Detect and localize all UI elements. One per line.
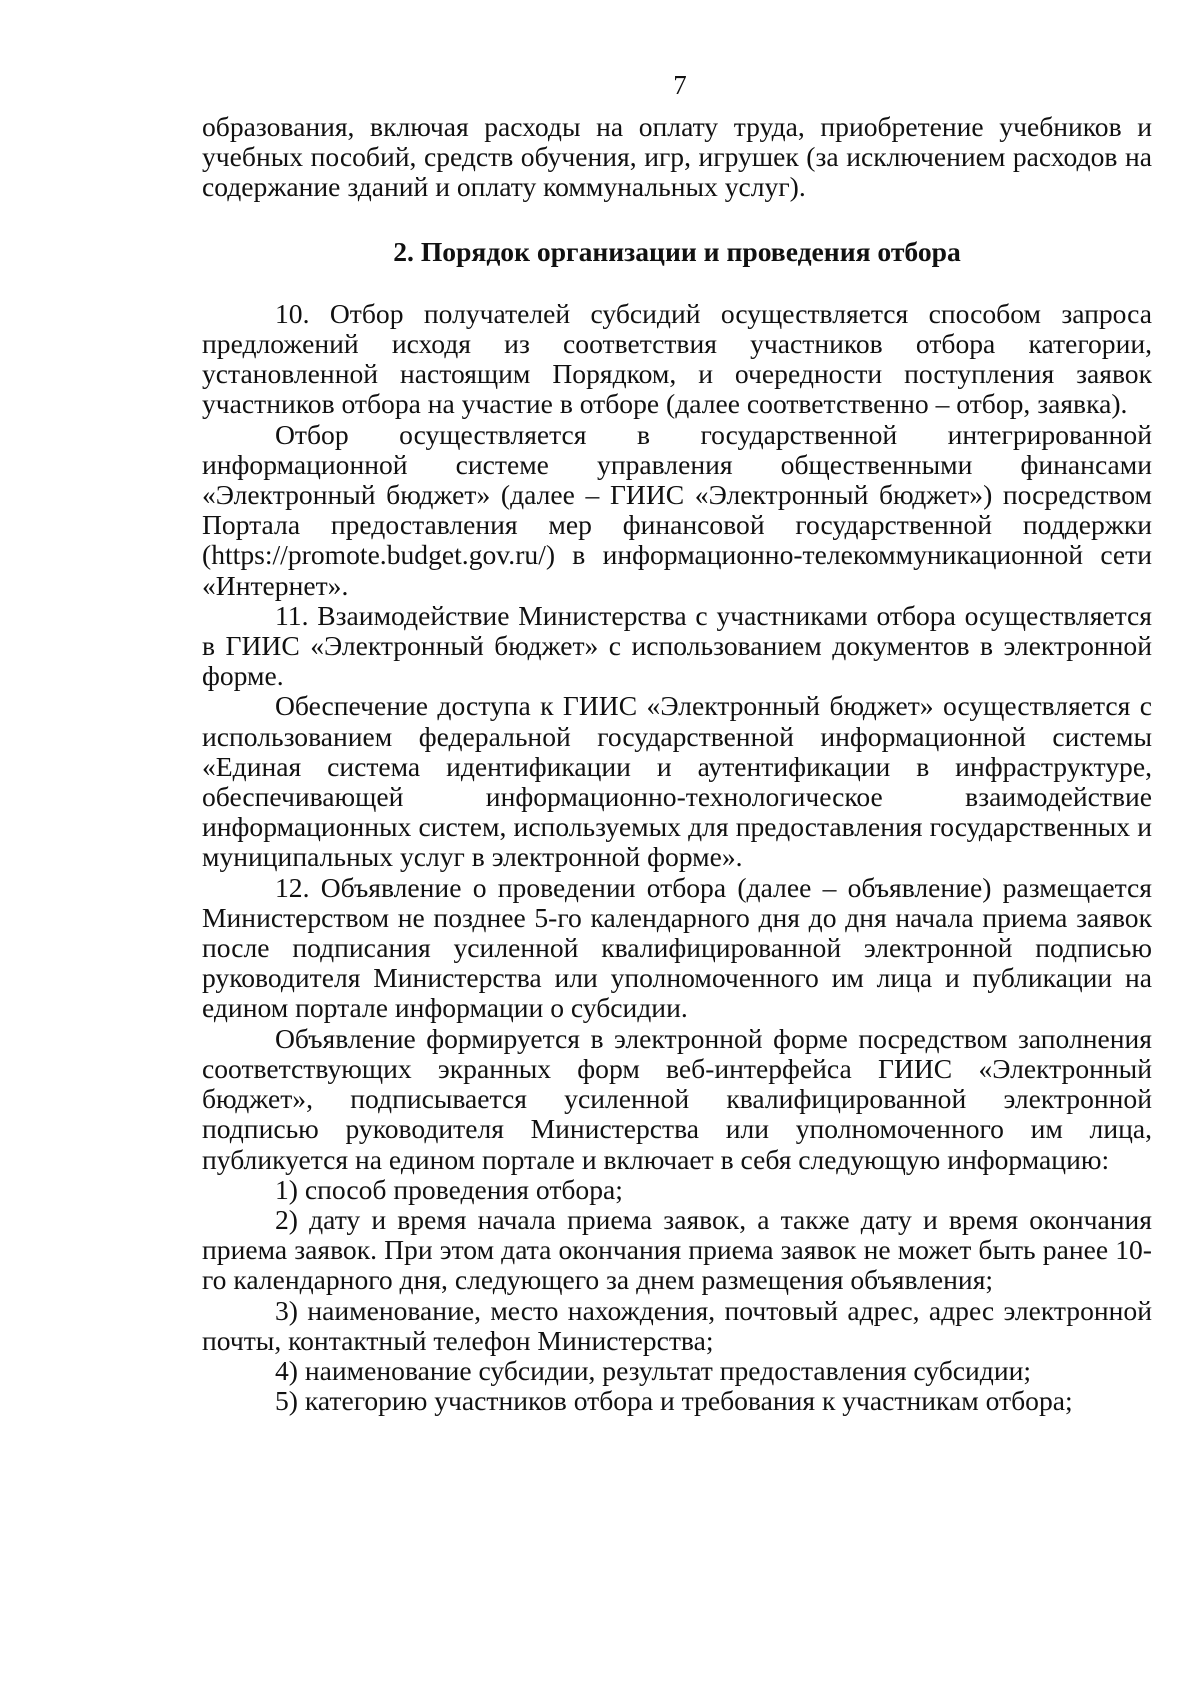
document-body [202,112,1152,1416]
page-number: 7 [673,70,687,100]
list-item-1: 1) способ проведения отбора; [275,1173,623,1205]
paragraph-access: Обеспечение доступа к ГИИС «Электронный бюджет» осуществляется с использованием федеральной государственной информационной системы «Единая система идентификации и аутентификации в инфраструктуре, обеспечивающей информационно-технологическое взаимодействие информационных систем, используемых для предоставления государственных и муниципальных услуг в электронной форме». [202,690,1152,873]
list-item-5: 5) категорию участников отбора и требования к участникам отбора; [275,1385,1073,1417]
section-heading: 2. Порядок организации и проведения отбора [393,235,961,267]
list-item-4: 4) наименование субсидии, результат предоставления субсидии; [275,1354,1032,1386]
paragraph-continued: образования, включая расходы на оплату труда, приобретение учебников и учебных пособий, средств обучения, игр, игрушек (за исключением расходов на содержание зданий и оплату коммунальных услуг). [202,111,1152,203]
paragraph-announcement: Объявление формируется в электронной форме посредством заполнения соответствующих экранных форм веб-интерфейса ГИИС «Электронный бюджет», подписывается усиленной квалифицированной электронной подписью руководителя Министерства или уполномоченного им лица, публикуется на едином портале и включает в себя следующую информацию: [202,1022,1152,1175]
paragraph-selection-system: Отбор осуществляется в государственной интегрированной информационной системе управления общественными финансами «Электронный бюджет» (далее – ГИИС «Электронный бюджет») посредством Портала предоставления мер финансовой государственной поддержки (https://promote.budget.gov.ru/) в информационно-телекоммуникационной сети «Интернет». [202,418,1152,601]
paragraph-10: 10. Отбор получателей субсидий осуществляется способом запроса предложений исходя из соответствия участников отбора категории, установленной настоящим Порядком, и очередности поступления заявок участников отбора на участие в отборе (далее соответственно – отбор, заявка). [202,297,1152,420]
paragraph-12: 12. Объявление о проведении отбора (далее – объявление) размещается Министерством не позднее 5-го календарного дня до дня начала приема заявок после подписания усиленной квалифицированной электронной подписью руководителя Министерства или уполномоченного им лица и публикации на едином портале информации о субсидии. [202,871,1152,1024]
list-item-2: 2) дату и время начала приема заявок, а также дату и время окончания приема заявок. При этом дата окончания приема заявок не может быть ранее 10-го календарного дня, следующего за днем размещения объявления; [202,1203,1152,1296]
paragraph-11: 11. Взаимодействие Министерства с участниками отбора осуществляется в ГИИС «Электронный бюджет» с использованием документов в электронной форме. [202,599,1152,692]
list-item-3: 3) наименование, место нахождения, почтовый адрес, адрес электронной почты, контактный телефон Министерства; [202,1294,1152,1356]
